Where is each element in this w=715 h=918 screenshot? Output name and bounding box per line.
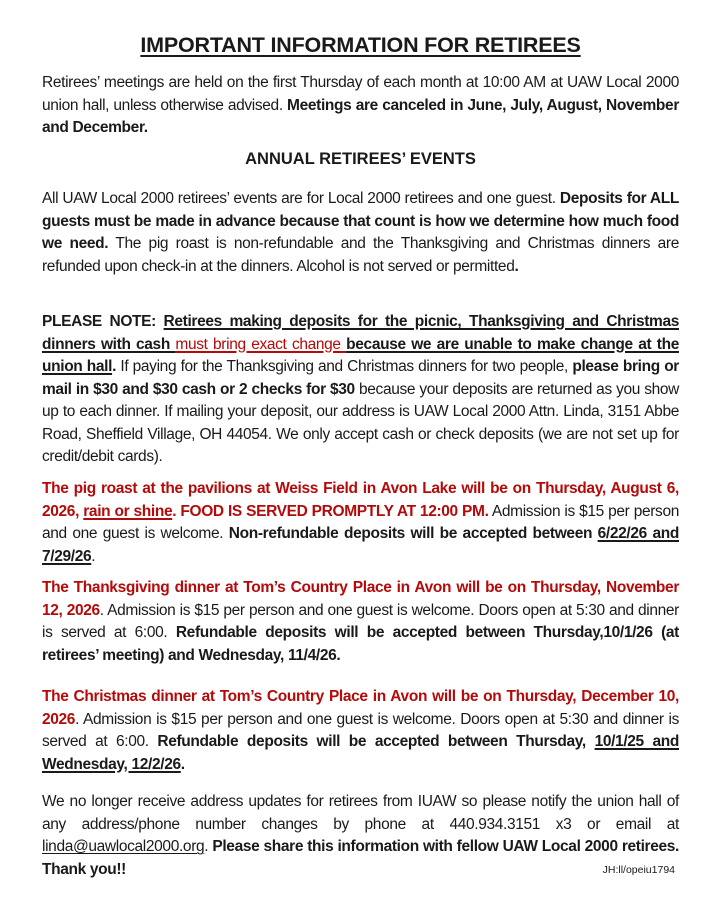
events-intro-text: All UAW Local 2000 retirees’ events are for Local 2000 retirees and one guest. bbox=[42, 190, 560, 207]
please-note-label: PLEASE NOTE: bbox=[42, 313, 164, 330]
no-change-notice: because we are unable to make change at the union hall bbox=[42, 335, 679, 375]
refund-policy-text: The pig roast is non-refundable and the Thanksgiving and Christmas dinners are refunded upon check-in at the dinners. Alcohol is not served or permitted bbox=[42, 235, 679, 275]
meetings-paragraph bbox=[42, 72, 679, 140]
mailing-address-text: because your deposits are returned as you show up to each dinner. If mailing your deposit, our address is UAW Local 2000 Attn. Linda, 3151 Abbe Road, Sheffield Village, OH 44054. We only accept cash or check deposits (we are not set up for credit/debit cards). bbox=[42, 380, 679, 465]
meetings-canceled-notice: Meetings are canceled in June, July, August, November and December. bbox=[42, 96, 679, 136]
reference-code: JH:ll/opeiu1794 bbox=[602, 863, 675, 876]
pig-roast-deposit-dates: 6/22/26 and 7/29/26 bbox=[42, 525, 679, 565]
meetings-text: Retirees’ meetings are held on the first Thursday of each month at 10:00 AM at UAW Local 2000 union hall, unless otherwise advised. bbox=[42, 74, 679, 114]
christmas-end: . bbox=[180, 755, 185, 773]
exact-change-notice: must bring exact change bbox=[175, 335, 347, 353]
email-link[interactable]: linda@uawlocal2000.org bbox=[42, 838, 205, 855]
payment-instruction: please bring or mail in $30 and $30 cash or 2 checks for $30 bbox=[42, 358, 679, 398]
page-title: IMPORTANT INFORMATION FOR RETIREES bbox=[140, 33, 581, 57]
christmas-details: The Christmas dinner at Tom’s Country Place in Avon will be on Thursday, December 10, 2026 bbox=[42, 688, 679, 728]
two-people-text: If paying for the Thanksgiving and Christmas dinners for two people, bbox=[116, 358, 573, 375]
events-intro-paragraph bbox=[42, 188, 679, 278]
please-note-period: . bbox=[112, 358, 117, 375]
pig-roast-deposit: Non-refundable deposits will be accepted between bbox=[228, 525, 598, 542]
christmas-paragraph bbox=[42, 686, 679, 776]
please-note-paragraph bbox=[42, 311, 679, 469]
thanksgiving-paragraph bbox=[42, 577, 679, 667]
events-heading: ANNUAL RETIREES’ EVENTS bbox=[245, 150, 476, 168]
cash-deposit-notice: Retirees making deposits for the picnic, Thanksgiving and Christmas dinners with cash bbox=[42, 313, 679, 353]
rain-or-shine: rain or shine bbox=[83, 502, 173, 520]
share-message: Please share this information with fellow UAW Local 2000 retirees. Thank you!! bbox=[42, 838, 679, 878]
thanksgiving-details: The Thanksgiving dinner at Tom’s Country Place in Avon will be on Thursday, November 12, 2026 bbox=[42, 579, 679, 619]
christmas-deposit: Refundable deposits will be accepted between Thursday, bbox=[157, 733, 595, 750]
pig-roast-details: The pig roast at the pavilions at Weiss Field in Avon Lake will be on Thursday, August 6, 2026, bbox=[42, 480, 679, 520]
address-update-text: We no longer receive address updates for retirees from IUAW so please notify the union hall of any address/phone number changes by phone at 440.934.3151 x3 or email at bbox=[42, 793, 679, 833]
pig-roast-paragraph bbox=[42, 478, 679, 568]
christmas-deposit-dates: 10/1/25 and Wednesday, 12/2/26 bbox=[42, 733, 679, 773]
thanksgiving-deposit: Refundable deposits will be accepted between Thursday,10/1/26 (at retirees’ meeting) and Wednesday, 11/4/26. bbox=[42, 624, 679, 664]
events-intro-end: . bbox=[514, 257, 519, 275]
christmas-admission: . Admission is $15 per person and one guest is welcome. Doors open at 5:30 and dinner is served at 6:00. bbox=[42, 710, 679, 750]
food-served-time: . FOOD IS SERVED PROMPTLY AT 12:00 PM. bbox=[172, 502, 489, 520]
thanksgiving-admission: . Admission is $15 per person and one guest is welcome. Doors open at 5:30 and dinner is served at 6:00. bbox=[42, 601, 679, 641]
closing-period: . bbox=[204, 838, 213, 855]
pig-roast-end: . bbox=[91, 547, 96, 565]
deposit-requirement: Deposits for ALL guests must be made in advance because that count is how we determine how much food we need. bbox=[42, 190, 679, 252]
pig-roast-admission: Admission is $15 per person and one guest is welcome. bbox=[42, 502, 679, 542]
closing-paragraph bbox=[42, 791, 679, 881]
